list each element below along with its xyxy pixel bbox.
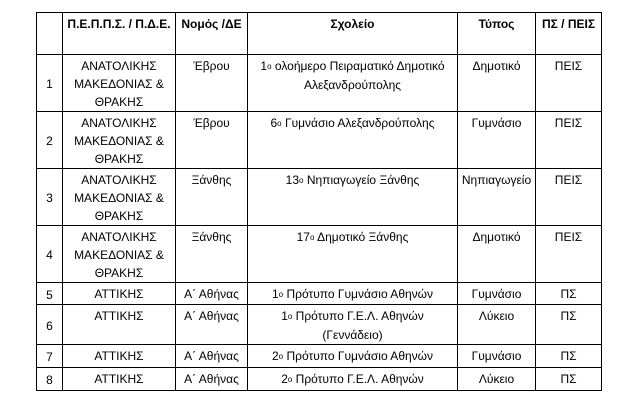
school-cell [248,112,458,169]
row-number: 6 [37,305,63,345]
region-cell: ΑΤΤΙΚΗΣ [63,305,176,345]
header-ps: ΠΣ / ΠΕΙΣ [536,13,602,55]
ps-cell: ΠΕΙΣ [536,169,602,226]
prefecture-cell: Α΄ Αθήνας [176,283,248,305]
table-row [37,283,602,305]
row-number: 7 [37,345,63,368]
row-number: 4 [37,226,63,283]
region-cell: ΑΝΑΤΟΛΙΚΗΣ ΜΑΚΕΔΟΝΙΑΣ & ΘΡΑΚΗΣ [63,169,176,226]
school-name: Πρότυπο Γυμνάσιο Αθηνών [286,287,434,301]
row-number: 5 [37,283,63,305]
type-cell: Λύκειο [458,368,536,391]
prefecture-cell: Ξάνθης [176,226,248,283]
school-name: Νηπιαγωγείο Ξάνθης [306,173,420,187]
school-number: 6 [270,116,278,130]
school-number: 1 [260,59,268,73]
region-cell: ΑΝΑΤΟΛΙΚΗΣ ΜΑΚΕΔΟΝΙΑΣ & ΘΡΑΚΗΣ [63,55,176,112]
school-cell [248,345,458,368]
region-cell: ΑΝΑΤΟΛΙΚΗΣ ΜΑΚΕΔΟΝΙΑΣ & ΘΡΑΚΗΣ [63,112,176,169]
school-cell [248,55,458,112]
ps-cell: ΠΕΙΣ [536,226,602,283]
prefecture-cell: Α΄ Αθήνας [176,368,248,391]
ordinal-marker: ο [299,176,304,185]
type-cell: Δημοτικό [458,226,536,283]
header-school: Σχολείο [248,13,458,55]
region-cell: ΑΝΑΤΟΛΙΚΗΣ ΜΑΚΕΔΟΝΙΑΣ & ΘΡΑΚΗΣ [63,226,176,283]
school-cell [248,169,458,226]
school-number: 1 [281,309,288,323]
school-cell [248,226,458,283]
ordinal-marker: ο [287,375,293,384]
row-number: 3 [37,169,63,226]
school-name: Πρότυπο Γυμνάσιο Αθηνών [286,349,434,363]
table-row [37,55,602,112]
row-number: 8 [37,368,63,391]
type-cell: Νηπιαγωγείο [458,169,536,226]
header-row [37,13,602,55]
schools-table [36,12,602,391]
school-name: Δημοτικό Ξάνθης [317,230,409,244]
ps-cell: ΠΣ [536,345,602,368]
ordinal-marker: ο [309,233,315,242]
table-row [37,226,602,283]
type-cell: Γυμνάσιο [458,345,536,368]
header-type: Τύπος [458,13,536,55]
table-row [37,368,602,391]
school-number: 2 [271,349,279,363]
ordinal-marker: ο [267,62,272,71]
header-region: Π.Ε.Π.Π.Σ. / Π.Δ.Ε. [63,13,176,55]
ordinal-marker: ο [278,290,284,299]
ordinal-marker: ο [278,352,284,361]
header-num [37,13,63,55]
school-name: Πρότυπο Γ.Ε.Λ. Αθηνών [295,372,424,386]
ps-cell: ΠΣ [536,283,602,305]
school-number: 13 [285,173,300,187]
ps-cell: ΠΕΙΣ [536,55,602,112]
table-row [37,112,602,169]
ps-cell: ΠΕΙΣ [536,112,602,169]
school-cell [248,305,458,345]
type-cell: Λύκειο [458,305,536,345]
type-cell: Δημοτικό [458,55,536,112]
ps-cell: ΠΣ [536,368,602,391]
region-cell: ΑΤΤΙΚΗΣ [63,368,176,391]
row-number: 1 [37,55,63,112]
ordinal-marker: ο [277,119,282,128]
prefecture-cell: Έβρου [176,112,248,169]
type-cell: Γυμνάσιο [458,112,536,169]
school-cell [248,368,458,391]
school-name: Πρότυπο Γ.Ε.Λ. Αθηνών (Γεννάδειο) [295,309,424,342]
ordinal-marker: ο [287,312,293,321]
type-cell: Γυμνάσιο [458,283,536,305]
region-cell: ΑΤΤΙΚΗΣ [63,345,176,368]
prefecture-cell: Α΄ Αθήνας [176,305,248,345]
header-prefecture: Νομός /ΔΕ [176,13,248,55]
school-name: Γυμνάσιο Αλεξανδρούπολης [284,116,435,130]
prefecture-cell: Έβρου [176,55,248,112]
school-number: 17 [296,230,310,244]
school-cell [248,283,458,305]
table-row [37,169,602,226]
school-name: ολοήμερο Πειραματικό Δημοτικό Αλεξανδρούπολης [274,59,445,92]
row-number: 2 [37,112,63,169]
ps-cell: ΠΣ [536,305,602,345]
prefecture-cell: Α΄ Αθήνας [176,345,248,368]
prefecture-cell: Ξάνθης [176,169,248,226]
school-number: 1 [271,287,279,301]
table-row [37,305,602,345]
region-cell: ΑΤΤΙΚΗΣ [63,283,176,305]
table-row [37,345,602,368]
school-number: 2 [281,372,288,386]
